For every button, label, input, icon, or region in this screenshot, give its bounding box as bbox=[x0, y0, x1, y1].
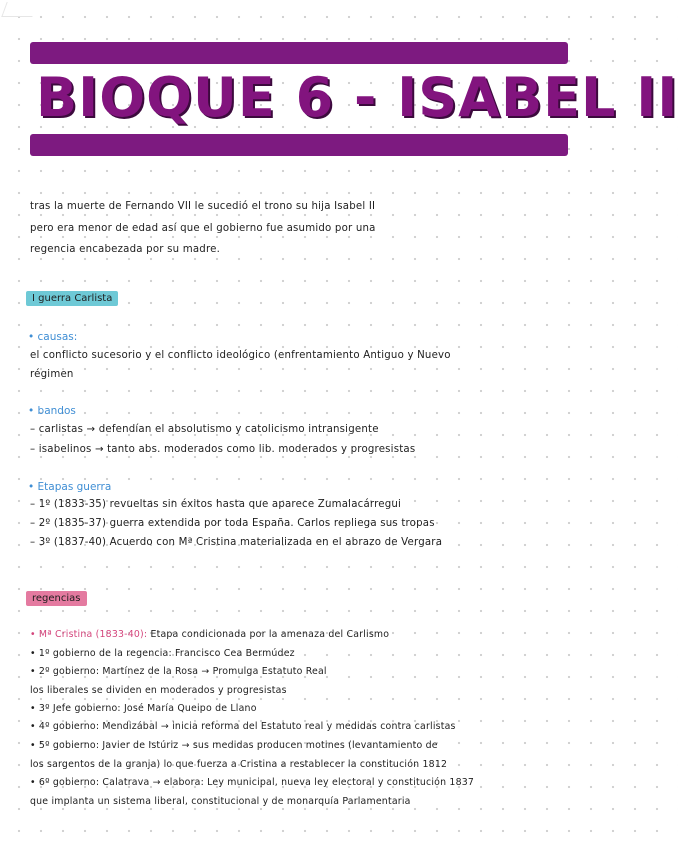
regencia-line: • 5º gobierno: Javier de Istúriz → sus medidas producen motines (levantamiento de bbox=[30, 740, 438, 751]
etapas-line: – 2º (1835-37) guerra extendida por toda España. Carlos repliega sus tropas bbox=[30, 518, 435, 529]
section-tag-guerra-carlista: I guerra Carlista bbox=[26, 291, 118, 306]
regencia-line: los liberales se dividen en moderados y progresistas bbox=[30, 685, 287, 696]
etapas-heading: • Etapas guerra bbox=[28, 481, 112, 493]
intro-line: pero era menor de edad así que el gobierno fue asumido por una bbox=[30, 223, 376, 234]
intro-line: tras la muerte de Fernando VII le sucedió el trono su hija Isabel II bbox=[30, 201, 376, 212]
causas-line: el conflicto sucesorio y el conflicto ideológico (enfrentamiento Antiguo y Nuevo bbox=[30, 350, 451, 361]
regencia-line: los sargentos de la granja) lo que fuerza a Cristina a restablecer la constitución 1812 bbox=[30, 759, 448, 770]
page-title: BIOQUE 6 - ISABEL II bbox=[36, 66, 678, 129]
regencia-line: • 2º gobierno: Martínez de la Rosa → Promulga Estatuto Real bbox=[30, 666, 327, 677]
regencia-lead-line bbox=[30, 628, 575, 642]
intro-line: regencia encabezada por su madre. bbox=[30, 244, 221, 255]
regencia-line: • 3º Jefe gobierno: José María Queipo de Llano bbox=[30, 703, 257, 714]
etapas-line: – 3º (1837-40) Acuerdo con Mª Cristina materializada en el abrazo de Vergara bbox=[30, 537, 443, 548]
section-tag-regencias: regencias bbox=[26, 591, 87, 606]
bandos-line: – carlistas → defendían el absolutismo y catolicismo intransigente bbox=[30, 424, 379, 435]
causas-line: régimen bbox=[30, 369, 74, 380]
regencia-line: • 1º gobierno de la regencia: Francisco Cea Bermúdez bbox=[30, 648, 295, 659]
regencia-line: • 6º gobierno: Calatrava → elabora: Ley municipal, nueva ley electoral y constitución 1837 bbox=[30, 777, 475, 788]
page-corner-mark bbox=[1, 2, 37, 17]
regencia-line: • 4º gobierno: Mendizábal → inicia reforma del Estatuto real y medidas contra carlistas bbox=[30, 721, 456, 732]
regencia-lead-text: Etapa condicionada por la amenaza del Carlismo bbox=[147, 629, 390, 640]
regencia-line: que implanta un sistema liberal, constitucional y de monarquía Parlamentaria bbox=[30, 796, 411, 807]
etapas-line: – 1º (1833-35) revueltas sin éxitos hasta que aparece Zumalacárregui bbox=[30, 499, 402, 510]
causas-heading: • causas: bbox=[28, 331, 78, 343]
bandos-heading: • bandos bbox=[28, 405, 76, 417]
bandos-line: – isabelinos → tanto abs. moderados como lib. moderados y progresistas bbox=[30, 444, 416, 455]
regencia-lead-name: • Mª Cristina (1833-40): bbox=[30, 629, 148, 640]
